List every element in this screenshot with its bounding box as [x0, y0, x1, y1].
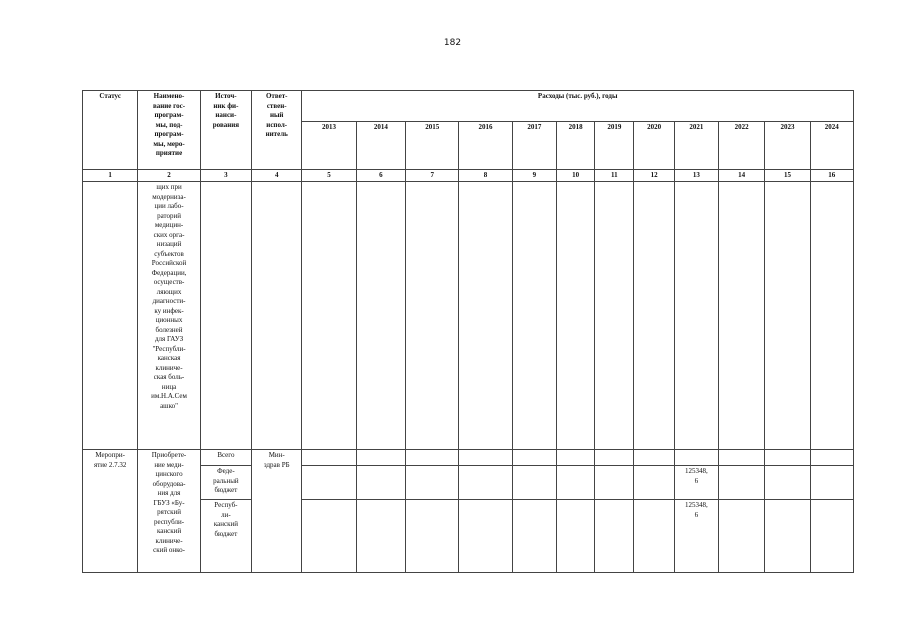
cell-empty: [595, 450, 634, 466]
cell-empty: [512, 450, 556, 466]
column-number: 11: [595, 170, 634, 182]
cell-empty: [765, 182, 810, 450]
cell-empty: [765, 500, 810, 573]
cell-empty: [302, 182, 356, 450]
cell-empty: [557, 182, 595, 450]
cell-empty: [634, 500, 674, 573]
event-status: Меропри- ятие 2.7.32: [83, 450, 138, 573]
cell-empty: [356, 182, 405, 450]
cell-empty: [634, 466, 674, 500]
cell-empty: [674, 182, 718, 450]
cell-empty: [459, 466, 512, 500]
cell-empty: [512, 500, 556, 573]
value-2021: 125348, 6: [674, 466, 718, 500]
cell-empty: [406, 500, 459, 573]
cell-empty: [595, 182, 634, 450]
year-header: 2019: [595, 122, 634, 170]
cell-empty: [634, 182, 674, 450]
column-number: 3: [200, 170, 251, 182]
cell-empty: [719, 182, 765, 450]
cell-empty: [83, 182, 138, 450]
year-header: 2013: [302, 122, 356, 170]
cell-empty: [302, 500, 356, 573]
year-header: 2020: [634, 122, 674, 170]
cell-empty: [252, 182, 302, 450]
cell-empty: [302, 450, 356, 466]
column-number: 10: [557, 170, 595, 182]
cell-empty: [557, 466, 595, 500]
cell-empty: [810, 450, 853, 466]
responsible-executor: Мин- здрав РБ: [252, 450, 302, 573]
year-header: 2023: [765, 122, 810, 170]
cell-empty: [719, 500, 765, 573]
column-number: 1: [83, 170, 138, 182]
cell-empty: [512, 182, 556, 450]
cell-empty: [719, 466, 765, 500]
column-number: 5: [302, 170, 356, 182]
cell-empty: [459, 450, 512, 466]
cell-empty: [406, 450, 459, 466]
cell-empty: [595, 466, 634, 500]
cell-empty: [595, 500, 634, 573]
column-number: 16: [810, 170, 853, 182]
column-number: 14: [719, 170, 765, 182]
cell-empty: [459, 500, 512, 573]
header-name: Наимено- вание гос- програм- мы, под- програм- мы, меро- приятие: [138, 91, 200, 170]
cell-empty: [302, 466, 356, 500]
value-2021: [674, 450, 718, 466]
column-number: 2: [138, 170, 200, 182]
header-status: Статус: [83, 91, 138, 170]
year-header: 2024: [810, 122, 853, 170]
cell-empty: [557, 500, 595, 573]
column-numbers-row: [83, 170, 854, 182]
cell-empty: [810, 466, 853, 500]
value-2021: 125348, 6: [674, 500, 718, 573]
source-label: Феде- ральный бюджет: [200, 466, 251, 500]
source-label: Респуб- ли- канский бюджет: [200, 500, 251, 573]
cell-empty: [810, 500, 853, 573]
cell-empty: [765, 450, 810, 466]
cell-empty: [200, 182, 251, 450]
cell-empty: [719, 450, 765, 466]
cell-empty: [356, 450, 405, 466]
cell-empty: [356, 466, 405, 500]
cell-empty: [406, 182, 459, 450]
header-row: [83, 91, 854, 122]
budget-table: [82, 90, 854, 573]
column-number: 12: [634, 170, 674, 182]
cell-empty: [356, 500, 405, 573]
year-header: 2015: [406, 122, 459, 170]
year-header: 2021: [674, 122, 718, 170]
cell-empty: [557, 450, 595, 466]
cell-empty: [634, 450, 674, 466]
column-number: 13: [674, 170, 718, 182]
year-header: 2016: [459, 122, 512, 170]
cell-empty: [765, 466, 810, 500]
header-source: Источ- ник фи- нанси- рования: [200, 91, 251, 170]
cell-empty: [406, 466, 459, 500]
column-number: 15: [765, 170, 810, 182]
source-label: Всего: [200, 450, 251, 466]
year-header: 2017: [512, 122, 556, 170]
row-total: [83, 450, 854, 466]
column-number: 8: [459, 170, 512, 182]
header-responsible: Ответ- ствен- ный испол- нитель: [252, 91, 302, 170]
year-header: 2018: [557, 122, 595, 170]
cell-empty: [512, 466, 556, 500]
column-number: 6: [356, 170, 405, 182]
column-number: 9: [512, 170, 556, 182]
year-header: 2022: [719, 122, 765, 170]
continuation-row: [83, 182, 854, 450]
header-expenses: Расходы (тыс. руб.), годы: [302, 91, 854, 122]
column-number: 4: [252, 170, 302, 182]
year-header: 2014: [356, 122, 405, 170]
continuation-name: щих при модерниза- ции лабо- раторий медицин- ских орга- низаций субъектов Российской Федерации, осуществ- ляющих диагности- ку инфек- ционных болезней для ГАУЗ "Республи- канская клиниче- ская боль- ница им.Н.А.Сем ашко": [138, 182, 200, 450]
cell-empty: [459, 182, 512, 450]
event-name: Приобрете- ние меди- цинского оборудова- ния для ГБУЗ «Бу- рятский республи- канский клиниче- ский онко-: [138, 450, 200, 573]
cell-empty: [810, 182, 853, 450]
column-number: 7: [406, 170, 459, 182]
page-number: 182: [443, 38, 462, 48]
